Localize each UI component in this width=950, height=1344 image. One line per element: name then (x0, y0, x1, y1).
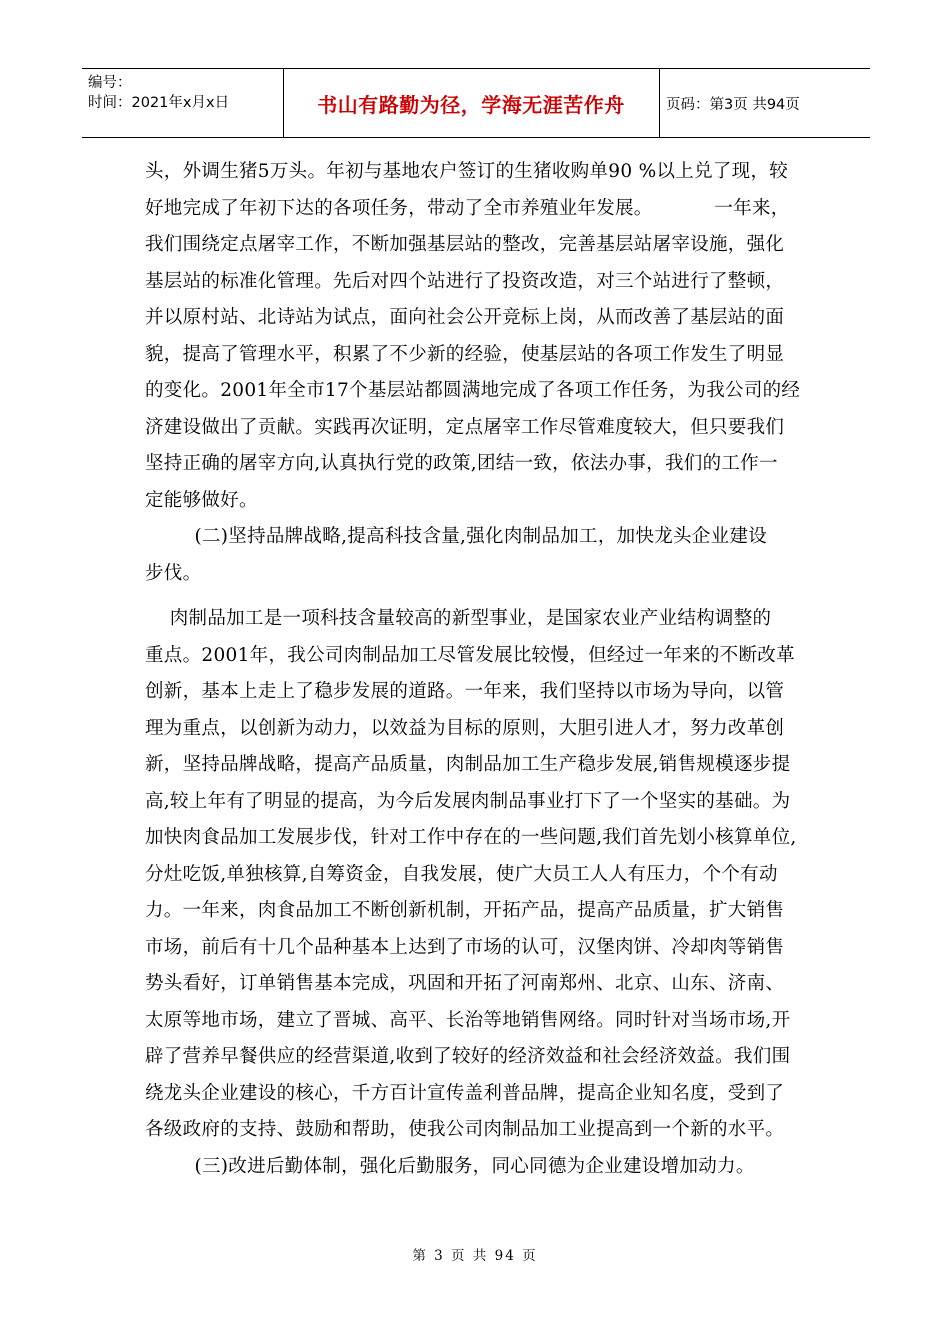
text-line: 坚持正确的屠宰方向,认真执行党的政策,团结一致，依法办事，我们的工作一 (145, 453, 778, 474)
document-header (82, 68, 870, 138)
header-page-code: 页码：第3页 共94页 (666, 96, 800, 113)
text-line: 的变化。2001年全市17个基层站都圆满地完成了各项工作任务，为我公司的经 (145, 380, 801, 401)
text-line: 力。一年来，肉食品加工不断创新机制，开拓产品，提高产品质量，扩大销售 (145, 900, 785, 921)
text-line: 绕龙头企业建设的核心，千方百计宣传盖利普品牌，提高企业知名度，受到了 (145, 1082, 785, 1104)
text-line: 辟了营养早餐供应的经营渠道,收到了较好的经济效益和社会经济效益。我们围 (145, 1046, 791, 1067)
text-line: 分灶吃饭,单独核算,自筹资金，自我发展，使广大员工人人有压力，个个有动 (145, 863, 778, 885)
text-line: 并以原村站、北诗站为试点，面向社会公开竞标上岗，从而改善了基层站的面 (145, 307, 785, 328)
text-line: 貌，提高了管理水平，积累了不少新的经验，使基层站的各项工作发生了明显 (145, 343, 785, 365)
text-line: 创新，基本上走上了稳步发展的道路。一年来，我们坚持以市场为导向，以管 (145, 681, 785, 702)
text-line: 太原等地市场，建立了晋城、高平、长治等地销售网络。同时针对当场市场,开 (145, 1009, 791, 1031)
header-divider-right (659, 69, 660, 137)
date-label: 时间：2021年x月x日 (88, 95, 230, 111)
body-text (145, 154, 809, 1185)
number-label: 编号： (88, 75, 132, 91)
text-line: 高,较上年有了明显的提高，为今后发展肉制品事业打下了一个坚实的基础。为 (145, 790, 791, 812)
text-line: 定能够做好。 (145, 489, 258, 511)
header-meta (88, 73, 278, 113)
text-line: 加快肉食品加工发展步伐，针对工作中存在的一些问题,我们首先划小核算单位, (145, 827, 797, 848)
text-line: 新，坚持品牌战略，提高产品质量，肉制品加工生产稳步发展,销售规模逐步提 (145, 754, 791, 775)
body-part-2 (145, 601, 809, 1185)
text-line: (三)改进后勤体制，强化后勤服务，同心同德为企业建设增加动力。 (145, 1155, 755, 1177)
text-line: 理为重点，以创新为动力，以效益为目标的原则，大胆引进人才，努力改革创 (145, 717, 785, 739)
text-line: 重点。2001年，我公司肉制品加工尽管发展比较慢，但经过一年来的不断改革 (145, 644, 795, 666)
text-line: 势头看好，订单销售基本完成，巩固和开拓了河南郑州、北京、山东、济南、 (145, 973, 785, 994)
header-motto: 书山有路勤为径，学海无涯苦作舟 (317, 92, 625, 117)
text-line: 市场，前后有十几个品种基本上达到了市场的认可，汉堡肉饼、冷却肉等销售 (145, 936, 785, 958)
text-line: 济建设做出了贡献。实践再次证明，定点屠宰工作尽管难度较大，但只要我们 (145, 416, 785, 438)
text-line: 步伐。 (145, 562, 202, 584)
paragraph-gap (145, 592, 809, 601)
body-part-1 (145, 154, 809, 592)
text-line: 我们围绕定点屠宰工作，不断加强基层站的整改，完善基层站屠宰设施，强化 (145, 234, 785, 255)
page-footer: 第 3 页 共 94 页 (412, 1248, 538, 1264)
text-line: 好地完成了年初下达的各项任务，带动了全市养殖业年发展。 一年来， (145, 197, 790, 219)
text-line: 基层站的标准化管理。先后对四个站进行了投资改造，对三个站进行了整顿， (145, 270, 785, 292)
text-line: 肉制品加工是一项科技含量较高的新型事业，是国家农业产业结构调整的 (145, 608, 772, 629)
text-line: (二)坚持品牌战略,提高科技含量,强化肉制品加工，加快龙头企业建设 (145, 526, 768, 547)
text-line: 头，外调生猪5万头。年初与基地农户签订的生猪收购单90 %以上兑了现，较 (145, 161, 789, 182)
text-line: 各级政府的支持、鼓励和帮助，使我公司肉制品加工业提高到一个新的水平。 (145, 1119, 785, 1140)
